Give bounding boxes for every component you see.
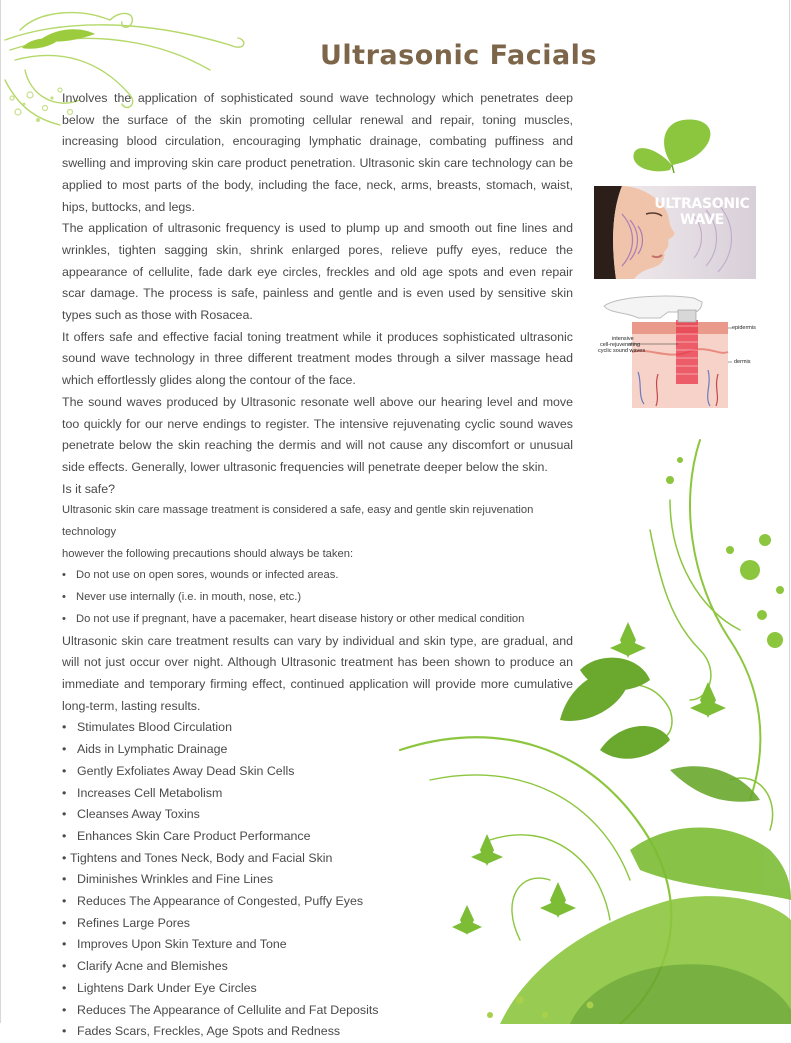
photo-caption [652, 196, 752, 228]
list-item: • Improves Upon Skin Texture and Tone [62, 934, 573, 956]
intro-paragraph: The application of ultrasonic frequency is used to plump up and smooth out fine lines and wrinkles, tighten sagging skin, shrink enlarged pores, relieve puffy eyes, reduce the appearance of cellulite, fade dark eye circles, freckles and old age spots and even repair scar damage. The process is safe, painless and gentle and is even used by sensitive skin types such as those with Rosacea. [62, 221, 573, 323]
list-item: • Do not use on open sores, wounds or infected areas. [62, 565, 573, 587]
list-item: • Never use internally (i.e. in mouth, nose, etc.) [62, 587, 573, 609]
list-item: • Fades Scars, Freckles, Age Spots and Redness [62, 1021, 573, 1043]
intro-paragraph: The sound waves produced by Ultrasonic resonate well above our hearing level and move too quickly for our nerve endings to register. The intensive rejuvenating cyclic sound waves penetrate below the skin reaching the dermis and will not cause any discomfort or unusual side effects. Generally, lower ultrasonic frequencies will penetrate deeper below the skin. [62, 394, 573, 474]
list-item: • Refines Large Pores [62, 913, 573, 935]
list-item: • Stimulates Blood Circulation [62, 717, 573, 739]
photo-caption-line: WAVE [680, 212, 724, 228]
diagram-label: cyclic sound waves [598, 348, 646, 354]
intro-paragraph: It offers safe and effective facial toning treatment while it produces sophisticated ultrasonic sound wave technology in three different treatment modes through a silver massage head which effortlessly glides along the contour of the face. [62, 329, 573, 388]
list-item: • Reduces The Appearance of Cellulite and Fat Deposits [62, 1000, 573, 1022]
floral-cluster-decoration [370, 420, 791, 1024]
list-item: • Enhances Skin Care Product Performance [62, 826, 573, 848]
list-item: • Diminishes Wrinkles and Fine Lines [62, 869, 573, 891]
list-item: • Cleanses Away Toxins [62, 804, 573, 826]
diagram-label: epidermis [732, 325, 756, 331]
list-item: • Gently Exfoliates Away Dead Skin Cells [62, 761, 573, 783]
diagram-label: cell-rejuvenating [600, 342, 641, 348]
list-item: • Clarify Acne and Blemishes [62, 956, 573, 978]
list-item: • Lightens Dark Under Eye Circles [62, 978, 573, 1000]
list-item: • Reduces The Appearance of Congested, Puffy Eyes [62, 891, 573, 913]
results-paragraph: Ultrasonic skin care treatment results can vary by individual and skin type, are gradual, and will not just occur over night. Although Ultrasonic treatment has been shown to produce an immediate and temporary firming effect, continued application will provide more cumulative long-term, lasting results. [62, 633, 573, 713]
page-title: Ultrasonic Facials [320, 40, 598, 71]
list-item: • Do not use if pregnant, have a pacemaker, heart disease history or other medical condition [62, 609, 573, 631]
list-item: • Tightens and Tones Neck, Body and Facial Skin [62, 848, 573, 870]
skin-diagram [598, 292, 758, 412]
diagram-label: intensive [612, 336, 634, 342]
safety-line: Ultrasonic skin care massage treatment is considered a safe, easy and gentle skin rejuvenation technology [62, 504, 534, 539]
ultrasonic-wave-photo [594, 186, 756, 279]
butterfly-icon [628, 115, 718, 180]
safety-line: however the following precautions should always be taken: [62, 547, 354, 560]
intro-paragraph: Involves the application of sophisticated sound wave technology which penetrates deep below the surface of the skin promoting cellular renewal and repair, toning muscles, increasing blood circulation, encouraging lymphatic drainage, combating puffiness and swelling and improving skin care product penetration. Ultrasonic skin care technology can be applied to most parts of the body, including the face, neck, arms, breasts, stomach, waist, hips, buttocks, and legs. [62, 91, 573, 214]
diagram-label: dermis [734, 359, 751, 365]
list-item: • Aids in Lymphatic Drainage [62, 739, 573, 761]
list-item: • Increases Cell Metabolism [62, 783, 573, 805]
photo-caption-line: ULTRASONIC [654, 196, 750, 212]
safety-question: Is it safe? [62, 481, 116, 496]
